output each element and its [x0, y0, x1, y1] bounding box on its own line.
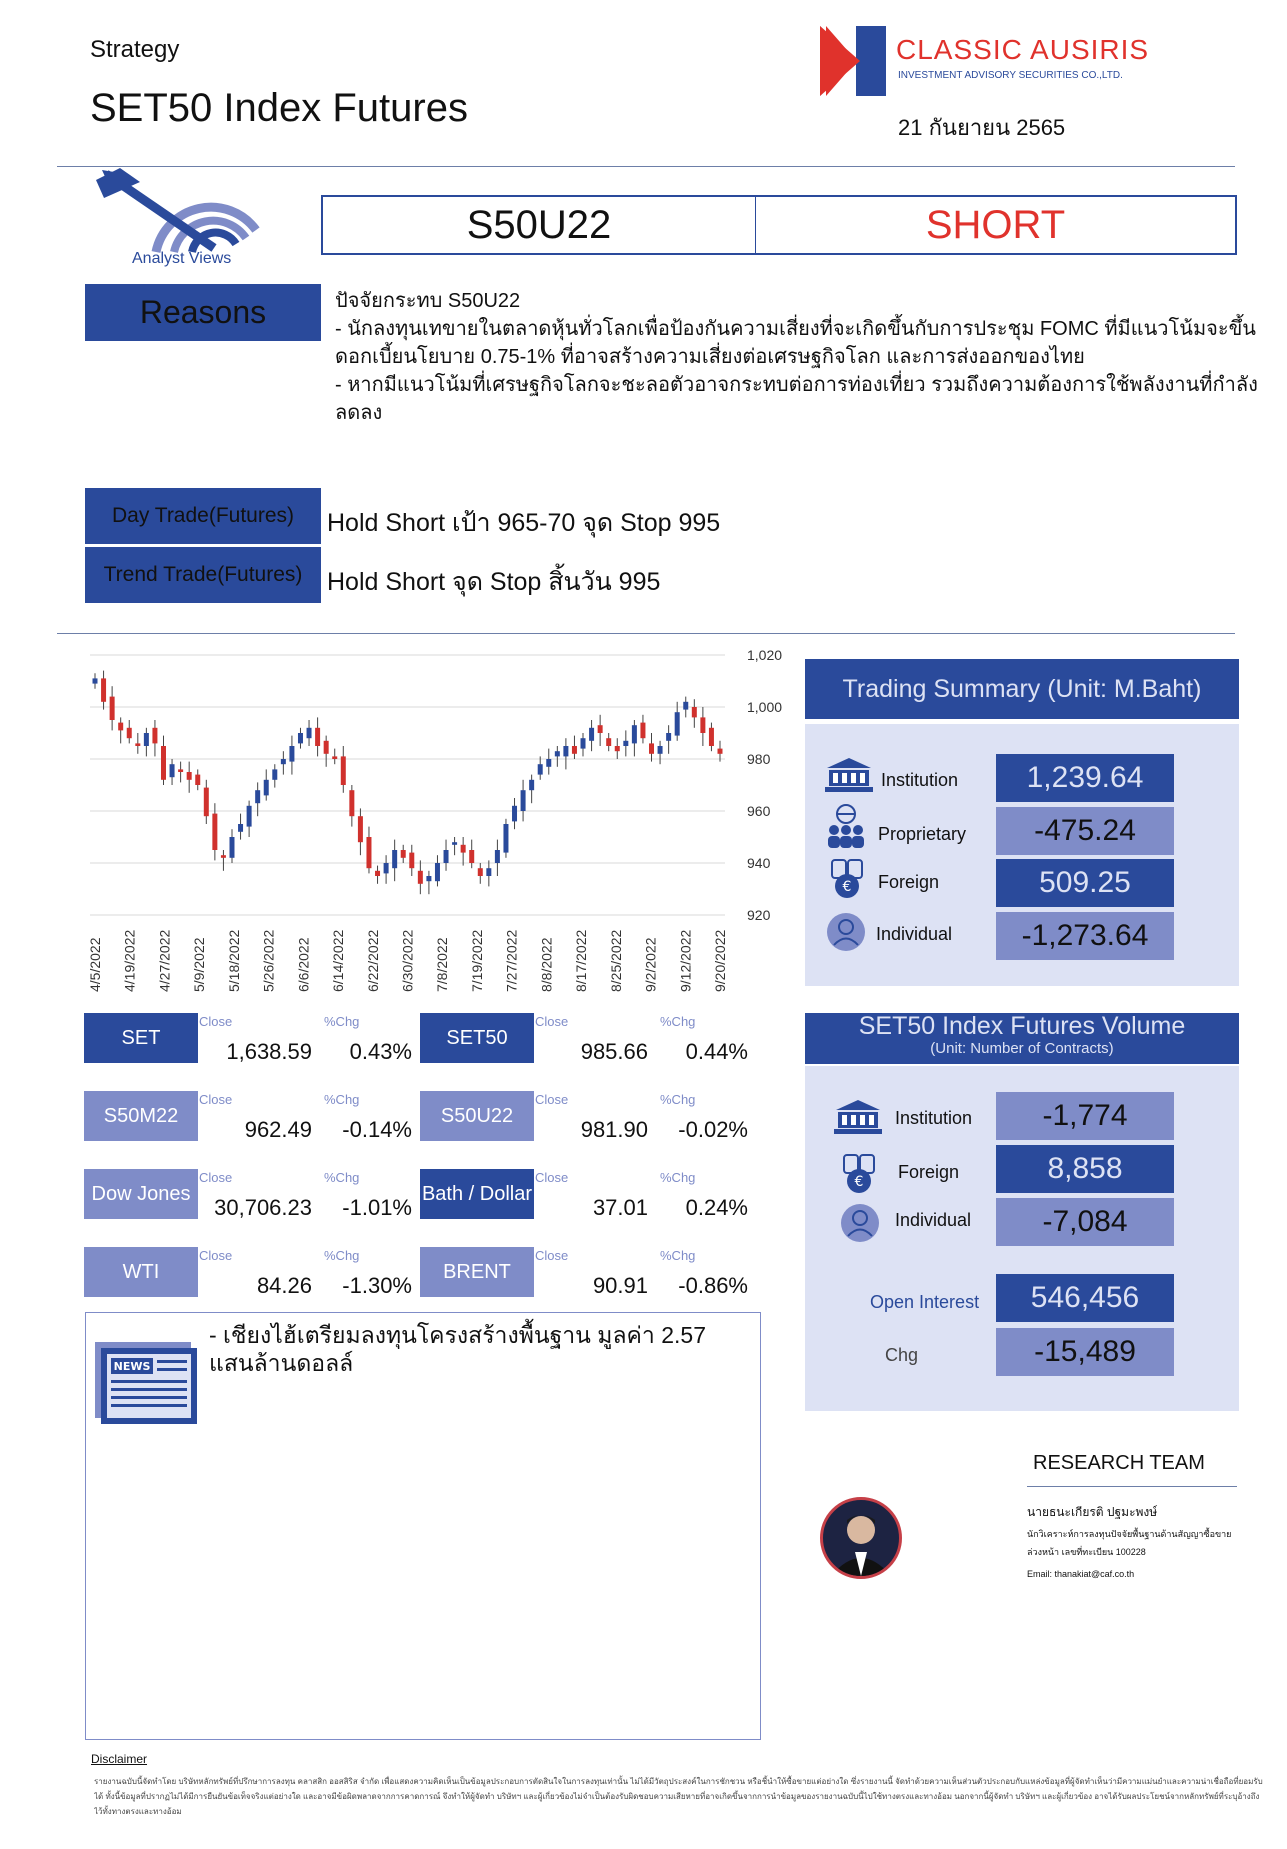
- candle-body: [435, 863, 440, 881]
- chart-x-tick: 8/25/2022: [607, 929, 624, 992]
- candle-body: [640, 723, 645, 739]
- svg-text:€: €: [842, 879, 852, 895]
- summary-foreign-label: Foreign: [878, 872, 940, 892]
- chart-x-tick: 6/14/2022: [330, 929, 347, 992]
- index-close-value: 37.01: [592, 1195, 648, 1220]
- candle-body: [563, 746, 568, 756]
- candle-body: [675, 712, 680, 735]
- chart-x-tick: 7/27/2022: [503, 929, 520, 992]
- report-category: Strategy: [90, 36, 180, 63]
- candle-body: [512, 806, 517, 822]
- chart-x-tick: 5/18/2022: [225, 929, 242, 992]
- chart-y-tick: 940: [747, 855, 771, 871]
- research-title: RESEARCH TEAM: [1033, 1452, 1205, 1474]
- chart-x-tick: 4/27/2022: [156, 929, 173, 992]
- candle-body: [144, 733, 149, 746]
- volume-header: [805, 1013, 1239, 1064]
- candle-body: [581, 738, 586, 748]
- candle-body: [221, 855, 226, 858]
- summary-individual-label: Individual: [876, 924, 953, 944]
- company-subtitle: INVESTMENT ADVISORY SECURITIES CO.,LTD.: [898, 70, 1123, 81]
- trend-trade-label: Trend Trade(Futures): [85, 547, 321, 603]
- chart-x-tick: 4/19/2022: [121, 929, 138, 992]
- index-close-label: Close: [535, 1014, 569, 1029]
- chart-y-tick: 960: [747, 803, 771, 819]
- analyst-views-logo: [96, 168, 266, 270]
- index-close-label: Close: [199, 1092, 233, 1107]
- candle-body: [495, 850, 500, 863]
- candle-body: [444, 850, 449, 863]
- individual-icon: [826, 912, 866, 952]
- index-close-label: Close: [535, 1248, 569, 1263]
- index-chg-label: %Chg: [660, 1014, 696, 1029]
- index-name-7: BRENT: [420, 1247, 534, 1297]
- candle-body: [298, 733, 303, 743]
- analyst-avatar: [820, 1497, 902, 1579]
- index-name-1: SET50: [420, 1013, 534, 1063]
- chart-y-tick: 1,000: [747, 699, 783, 715]
- index-chg-label: %Chg: [324, 1248, 360, 1263]
- summary-proprietary-label: Proprietary: [878, 824, 967, 844]
- summary-foreign-value: 509.25: [996, 859, 1174, 907]
- candle-body: [546, 759, 551, 767]
- volume-institution-value: -1,774: [996, 1092, 1174, 1140]
- svg-text:€: €: [854, 1174, 864, 1190]
- chart-x-tick: 6/6/2022: [295, 937, 312, 992]
- index-close-value: 1,638.59: [226, 1039, 312, 1064]
- chart-x-tick: 5/26/2022: [260, 929, 277, 992]
- company-logo: [820, 26, 1150, 96]
- vol-foreign-icon: [838, 1153, 880, 1195]
- volume-institution-label: Institution: [895, 1108, 973, 1128]
- candle-body: [683, 702, 688, 710]
- candle-body: [178, 769, 183, 772]
- candle-body: [452, 842, 457, 845]
- disclaimer-title: Disclaimer: [91, 1752, 148, 1766]
- index-chg-label: %Chg: [324, 1170, 360, 1185]
- index-chg-value: -1.30%: [342, 1273, 412, 1298]
- candle-body: [375, 871, 380, 876]
- candle-body: [264, 780, 269, 796]
- chart-x-tick: 8/8/2022: [538, 937, 555, 992]
- candle-body: [307, 728, 312, 738]
- candle-body: [170, 764, 175, 777]
- summary-title: Trading Summary (Unit: M.Baht): [805, 659, 1239, 719]
- candle-body: [238, 824, 243, 832]
- vol-individual-icon: [840, 1203, 880, 1243]
- chart-x-tick: 9/2/2022: [642, 937, 659, 992]
- company-logo-icon: [820, 26, 886, 96]
- index-close-value: 985.66: [580, 1039, 648, 1064]
- candle-body: [426, 876, 431, 881]
- candle-body: [152, 728, 157, 744]
- index-chg-value: 0.43%: [349, 1039, 412, 1064]
- chart-x-tick: 4/5/2022: [87, 937, 103, 992]
- vol-institution-icon: [834, 1100, 882, 1134]
- candle-body: [366, 837, 371, 868]
- candle-body: [615, 746, 620, 751]
- candle-body: [538, 764, 543, 774]
- analyst-portrait-icon: [823, 1500, 899, 1576]
- candle-body: [658, 746, 663, 754]
- candle-body: [503, 824, 508, 853]
- reasons-label: Reasons: [85, 284, 321, 341]
- candle-body: [392, 850, 397, 868]
- index-chg-value: -0.86%: [678, 1273, 748, 1298]
- candle-body: [521, 790, 526, 811]
- summary-institution-label: Institution: [881, 770, 959, 790]
- target-dart-icon: [96, 168, 266, 254]
- candle-body: [315, 728, 320, 746]
- analyst-name: นายธนะเกียรติ ปฐมะพงษ์: [1027, 1505, 1158, 1519]
- candle-body: [649, 743, 654, 753]
- candle-body: [529, 780, 534, 790]
- volume-individual-label: Individual: [895, 1210, 972, 1230]
- candle-body: [93, 678, 98, 683]
- analyst-email: Email: thanakiat@caf.co.th: [1027, 1569, 1135, 1579]
- index-close-label: Close: [199, 1170, 233, 1185]
- candle-body: [598, 725, 603, 733]
- open-interest-value: 546,456: [996, 1274, 1174, 1322]
- candle-body: [718, 749, 723, 754]
- volume-title: SET50 Index Futures Volume: [858, 1012, 1186, 1040]
- index-name-4: Dow Jones: [84, 1169, 198, 1219]
- index-close-value: 84.26: [256, 1273, 312, 1298]
- index-name-5: Bath / Dollar: [420, 1169, 534, 1219]
- index-chg-value: 0.24%: [685, 1195, 748, 1220]
- candle-body: [187, 772, 192, 780]
- reasons-line-3: - หากมีแนวโน้มที่เศรษฐกิจโลกจะชะลอตัวอาจกระทบต่อการท่องเที่ยว รวมถึงความต้องการใช้พลังงานที่กำลังลดลง: [335, 374, 1258, 424]
- candle-body: [212, 814, 217, 850]
- candle-body: [478, 868, 483, 876]
- day-trade-text: Hold Short เป้า 965-70 จุด Stop 995: [327, 509, 721, 537]
- research-divider: [1027, 1486, 1237, 1487]
- index-close-value: 30,706.23: [214, 1195, 312, 1220]
- candle-body: [127, 728, 132, 738]
- candle-body: [709, 728, 714, 746]
- report-title: SET50 Index Futures: [90, 86, 468, 130]
- index-close-value: 90.91: [592, 1273, 648, 1298]
- chart-y-tick: 980: [747, 751, 771, 767]
- candle-body: [110, 697, 115, 720]
- candle-body: [358, 816, 363, 842]
- index-chg-value: -1.01%: [342, 1195, 412, 1220]
- trend-trade-text: Hold Short จุด Stop สิ้นวัน 995: [327, 568, 661, 596]
- candle-body: [247, 806, 252, 827]
- index-chg-label: %Chg: [660, 1248, 696, 1263]
- volume-foreign-value: 8,858: [996, 1145, 1174, 1193]
- candle-body: [204, 788, 209, 817]
- index-name-6: WTI: [84, 1247, 198, 1297]
- chart-x-tick: 6/30/2022: [399, 929, 416, 992]
- volume-foreign-label: Foreign: [898, 1162, 960, 1182]
- chart-x-tick: 8/17/2022: [573, 929, 590, 992]
- candle-body: [384, 863, 389, 873]
- candle-body: [692, 707, 697, 717]
- candle-body: [418, 871, 423, 884]
- candle-body: [341, 756, 346, 785]
- index-close-value: 981.90: [580, 1117, 648, 1142]
- company-name: CLASSIC AUSIRIS: [896, 34, 1150, 65]
- index-chg-label: %Chg: [324, 1092, 360, 1107]
- index-chg-value: -0.14%: [342, 1117, 412, 1142]
- candle-body: [195, 775, 200, 785]
- candle-body: [118, 723, 123, 731]
- index-name-2: S50M22: [84, 1091, 198, 1141]
- summary-individual-value: -1,273.64: [996, 912, 1174, 960]
- chart-y-tick: 1,020: [747, 647, 783, 663]
- proprietary-icon: [826, 804, 866, 848]
- chg-label: Chg: [885, 1345, 919, 1365]
- svg-text:NEWS: NEWS: [113, 1360, 151, 1373]
- chg-value: -15,489: [996, 1328, 1174, 1376]
- candle-body: [349, 790, 354, 816]
- disclaimer-text: รายงานฉบับนี้จัดทำโดย บริษัทหลักทรัพย์ที่ปรึกษาการลงทุน คลาสสิก ออสสิริส จำกัด เพื่อแสดงความคิดเห็นเป็นข้อมูลประกอบการตัดสินใจในการลงทุนเท่านั้น ไม่ได้มีวัตถุประสงค์ในการชักชวน หรือชี้นำให้ซื้อขายแต่อย่างใด ซึ่งรายงานนี้ จัดทำด้วยความเห็นส่วนตัวประกอบกับแหล่งข้อมูลที่ผู้จัดทำเห็นว่ามีความแม่นยำและความน่าเชื่อถือที่ยอมรับได้ ทั้งนี้ข้อมูลที่ปรากฏไม่ได้มีการยืนยันข้อเท็จจริงแต่อย่างใด และอาจมีข้อผิดพลาดจากการคาดการณ์ จึงทำให้ผู้จัดทำ บริษัทฯ และผู้เกี่ยวข้องไม่จำเป็นต้องรับผิดชอบความเสียหายที่อาจเกิดขึ้นจากการนำข้อมูลของรายงานฉบับนี้ไปใช้ทางตรงและทางอ้อม นอกจากนี้ผู้จัดทำ บริษัทฯ และผู้เกี่ยวข้อง อาจได้รับผลประโยชน์จากหลักทรัพย์ที่ระบุอ้างถึงไว้ทั้งทางตรงและทางอ้อม: [94, 1777, 1263, 1816]
- index-close-label: Close: [199, 1014, 233, 1029]
- signal-position: SHORT: [925, 202, 1066, 247]
- candle-body: [332, 756, 337, 759]
- candle-body: [572, 746, 577, 754]
- candle-body: [666, 733, 671, 741]
- report-date: 21 กันยายน 2565: [898, 115, 1066, 140]
- candle-body: [401, 850, 406, 858]
- signal-box: [321, 195, 1237, 255]
- candle-body: [486, 868, 491, 876]
- candle-body: [161, 746, 166, 780]
- index-name-3: S50U22: [420, 1091, 534, 1141]
- candle-body: [281, 759, 286, 764]
- open-interest-label: Open Interest: [870, 1292, 980, 1312]
- reasons-text: [335, 287, 1260, 427]
- candle-body: [135, 743, 140, 746]
- index-close-label: Close: [535, 1092, 569, 1107]
- index-chg-value: 0.44%: [685, 1039, 748, 1064]
- chart-x-tick: 7/19/2022: [468, 929, 485, 992]
- chart-x-tick: 5/9/2022: [191, 937, 208, 992]
- index-close-label: Close: [199, 1248, 233, 1263]
- signal-symbol: S50U22: [323, 197, 756, 253]
- candle-body: [229, 837, 234, 858]
- chart-x-tick: 7/8/2022: [434, 937, 451, 992]
- index-close-label: Close: [535, 1170, 569, 1185]
- index-chg-label: %Chg: [324, 1014, 360, 1029]
- index-name-0: SET: [84, 1013, 198, 1063]
- section-divider: [57, 633, 1235, 634]
- candle-body: [324, 741, 329, 754]
- candle-body: [623, 741, 628, 746]
- chart-x-tick: 9/12/2022: [677, 929, 694, 992]
- candle-body: [272, 769, 277, 779]
- news-text: - เชียงไฮ้เตรียมลงทุนโครงสร้างพื้นฐาน มูลค่า 2.57 แสนล้านดอลล์: [209, 1322, 707, 1376]
- foreign-icon: [826, 858, 868, 900]
- price-chart: [80, 640, 800, 1000]
- news-icon: [95, 1342, 199, 1424]
- index-chg-value: -0.02%: [678, 1117, 748, 1142]
- candle-body: [289, 746, 294, 762]
- day-trade-label: Day Trade(Futures): [85, 488, 321, 544]
- candle-body: [700, 717, 705, 733]
- candle-body: [469, 850, 474, 863]
- analyst-role: นักวิเคราะห์การลงทุนปัจจัยพื้นฐานด้านสัญญาซื้อขายล่วงหน้า เลขที่ทะเบียน 100228: [1027, 1529, 1232, 1557]
- index-chg-label: %Chg: [660, 1170, 696, 1185]
- header-divider: [57, 166, 1235, 167]
- index-chg-label: %Chg: [660, 1092, 696, 1107]
- candle-body: [606, 738, 611, 746]
- index-close-value: 962.49: [244, 1117, 312, 1142]
- chart-y-tick: 920: [747, 907, 771, 923]
- volume-subtitle: (Unit: Number of Contracts): [930, 1040, 1114, 1057]
- reasons-line-2: - นักลงทุนเทขายในตลาดหุ้นทั่วโลกเพื่อป้องกันความเสี่ยงที่จะเกิดขึ้นกับการประชุม FOMC ที่มีแนวโน้มจะขึ้นดอกเบี้ยนโยบาย 0.75-1% ที่อาจสร้างความเสี่ยงต่อเศรษฐกิจโลก และการส่งออกของไทย: [335, 318, 1256, 368]
- candle-body: [101, 678, 106, 701]
- reasons-line-1: ปัจจัยกระทบ S50U22: [335, 290, 521, 312]
- candle-body: [555, 751, 560, 756]
- chart-x-tick: 6/22/2022: [364, 929, 381, 992]
- candle-body: [589, 728, 594, 741]
- chart-x-tick: 9/20/2022: [712, 929, 728, 992]
- analyst-views-text: Analyst Views: [132, 250, 232, 267]
- summary-institution-value: 1,239.64: [996, 754, 1174, 802]
- institution-icon: [825, 758, 873, 792]
- volume-individual-value: -7,084: [996, 1198, 1174, 1246]
- candle-body: [461, 845, 466, 853]
- candle-body: [409, 853, 414, 869]
- summary-proprietary-value: -475.24: [996, 807, 1174, 855]
- candle-body: [255, 790, 260, 803]
- candle-body: [632, 725, 637, 743]
